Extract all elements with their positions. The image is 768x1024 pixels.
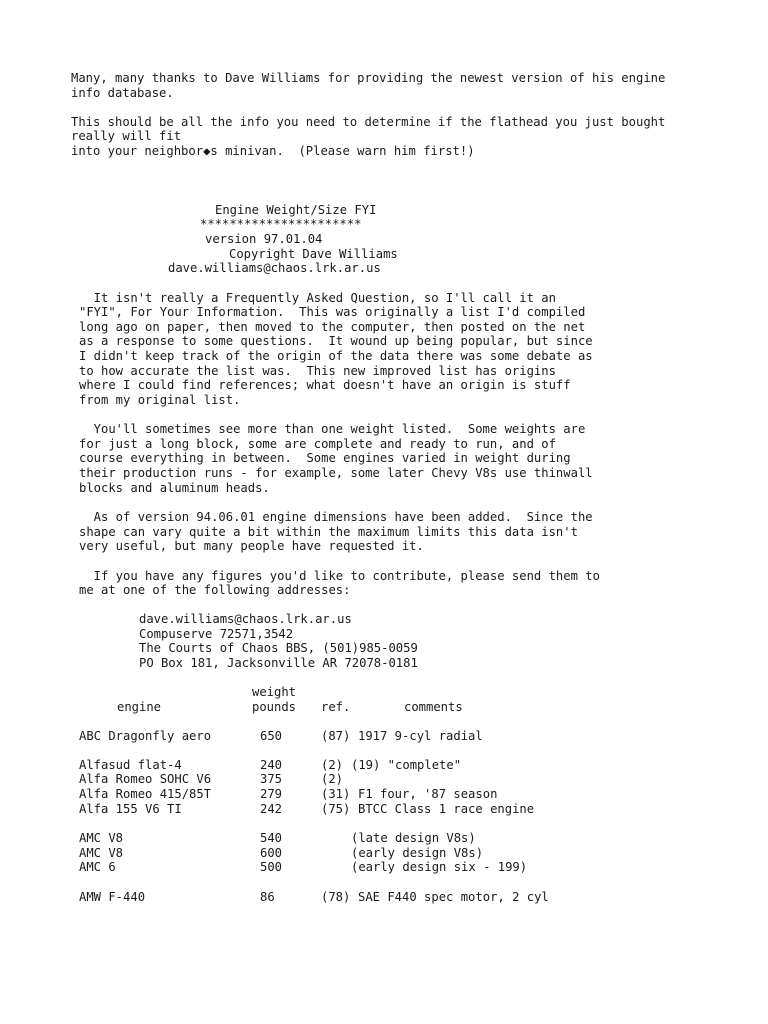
paragraph-line: to how accurate the list was. This new improved list has origins xyxy=(79,364,556,378)
title-rule: ********************** xyxy=(200,217,362,231)
table-cell-pounds: 240 xyxy=(260,758,283,772)
paragraph-line: If you have any figures you'd like to contribute, please send them to xyxy=(79,569,600,583)
table-cell-comment: (late design V8s) xyxy=(351,831,476,845)
paragraph-line: As of version 94.06.01 engine dimensions have been added. Since the xyxy=(79,510,593,524)
paragraph-line: long ago on paper, then moved to the computer, then posted on the net xyxy=(79,320,586,334)
intro-line: This should be all the info you need to determine if the flathead you just bought xyxy=(71,115,666,129)
paragraph-line: very useful, but many people have requested it. xyxy=(79,539,424,553)
table-cell-comment: 1917 9-cyl radial xyxy=(358,729,483,743)
table-cell-pounds: 500 xyxy=(260,860,283,874)
table-cell-comment: (early design six - 199) xyxy=(351,860,528,874)
paragraph-line: I didn't keep track of the origin of the data there was some debate as xyxy=(79,349,593,363)
contact-compuserve: Compuserve 72571,3542 xyxy=(139,627,294,641)
document-title: Engine Weight/Size FYI xyxy=(215,203,377,217)
intro-line: into your neighbor◆s minivan. (Please warn him first!) xyxy=(71,144,475,158)
paragraph-line: from my original list. xyxy=(79,393,241,407)
table-cell-pounds: 279 xyxy=(260,787,283,801)
paragraph-line: blocks and aluminum heads. xyxy=(79,481,270,495)
paragraph-line: course everything in between. Some engines varied in weight during xyxy=(79,451,571,465)
table-cell-engine: Alfa Romeo 415/85T xyxy=(79,787,212,801)
paragraph-line: "FYI", For Your Information. This was originally a list I'd compiled xyxy=(79,305,586,319)
paragraph-line: It isn't really a Frequently Asked Question, so I'll call it an xyxy=(79,291,556,305)
column-header-weight: weight xyxy=(252,685,297,699)
table-cell-ref: (75) xyxy=(321,802,351,816)
intro-line: info database. xyxy=(71,86,174,100)
table-cell-ref: (78) xyxy=(321,890,351,904)
paragraph-line: where I could find references; what doesn't have an origin is stuff xyxy=(79,378,571,392)
table-cell-pounds: 86 xyxy=(260,890,275,904)
contact-bbs: The Courts of Chaos BBS, (501)985-0059 xyxy=(139,641,418,655)
paragraph-line: for just a long block, some are complete and ready to run, and of xyxy=(79,437,556,451)
contact-postal: PO Box 181, Jacksonville AR 72078-0181 xyxy=(139,656,418,670)
table-cell-pounds: 650 xyxy=(260,729,283,743)
column-header-comments: comments xyxy=(404,700,463,714)
intro-line: really will fit xyxy=(71,129,182,143)
table-cell-engine: Alfa Romeo SOHC V6 xyxy=(79,772,212,786)
table-cell-comment: (early design V8s) xyxy=(351,846,484,860)
document-copyright: Copyright Dave Williams xyxy=(229,247,398,261)
table-cell-pounds: 600 xyxy=(260,846,283,860)
table-cell-ref: (2) xyxy=(321,758,344,772)
column-header-engine: engine xyxy=(117,700,162,714)
contact-email: dave.williams@chaos.lrk.ar.us xyxy=(139,612,352,626)
table-cell-comment: (19) "complete" xyxy=(351,758,462,772)
table-cell-engine: ABC Dragonfly aero xyxy=(79,729,212,743)
table-cell-engine: AMC V8 xyxy=(79,846,124,860)
column-header-ref: ref. xyxy=(321,700,351,714)
paragraph-line: me at one of the following addresses: xyxy=(79,583,351,597)
paragraph-line: shape can vary quite a bit within the maximum limits this data isn't xyxy=(79,525,578,539)
table-cell-comment: F1 four, '87 season xyxy=(358,787,498,801)
table-cell-engine: Alfasud flat-4 xyxy=(79,758,182,772)
table-cell-pounds: 375 xyxy=(260,772,283,786)
paragraph-line: as a response to some questions. It wound up being popular, but since xyxy=(79,334,593,348)
paragraph-line: their production runs - for example, some later Chevy V8s use thinwall xyxy=(79,466,593,480)
author-email: dave.williams@chaos.lrk.ar.us xyxy=(168,261,381,275)
table-cell-engine: AMW F-440 xyxy=(79,890,146,904)
table-cell-engine: Alfa 155 V6 TI xyxy=(79,802,182,816)
table-cell-engine: AMC V8 xyxy=(79,831,124,845)
table-cell-ref: (31) xyxy=(321,787,351,801)
document-version: version 97.01.04 xyxy=(205,232,323,246)
table-cell-ref: (2) xyxy=(321,772,344,786)
column-header-pounds: pounds xyxy=(252,700,297,714)
table-cell-comment: SAE F440 spec motor, 2 cyl xyxy=(358,890,549,904)
paragraph-line: You'll sometimes see more than one weight listed. Some weights are xyxy=(79,422,586,436)
intro-line: Many, many thanks to Dave Williams for providing the newest version of his engine xyxy=(71,71,666,85)
table-cell-ref: (87) xyxy=(321,729,351,743)
table-cell-pounds: 540 xyxy=(260,831,283,845)
table-cell-pounds: 242 xyxy=(260,802,283,816)
table-cell-engine: AMC 6 xyxy=(79,860,116,874)
table-cell-comment: BTCC Class 1 race engine xyxy=(358,802,535,816)
